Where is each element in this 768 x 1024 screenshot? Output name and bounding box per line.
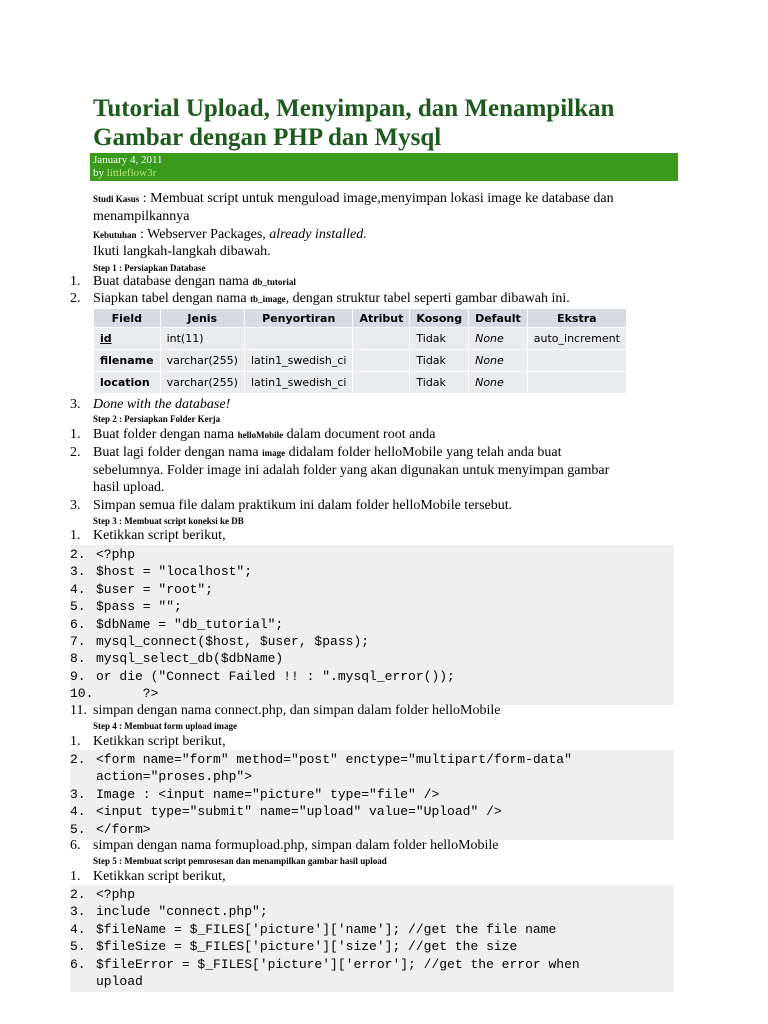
code-text: <?php [96, 887, 136, 902]
kebutuhan-text: : Webserver Packages, [136, 227, 270, 242]
step3-heading: Step 3 : Membuat script koneksi ke DB [93, 516, 244, 526]
kebutuhan-label: Kebutuhan [93, 230, 137, 240]
code-text: action="proses.php"> [96, 769, 253, 785]
code-text: $fileSize = $_FILES['picture']['size']; //get the size [96, 939, 518, 955]
code-text: $fileError = $_FILES['picture']['error']; //get the error when [96, 956, 580, 972]
cell [353, 372, 410, 394]
code-block-connect [70, 545, 674, 705]
list-item [70, 426, 680, 444]
list-text: simpan dengan nama formupload.php, simpan dalam folder helloMobile [93, 838, 499, 853]
cell [527, 372, 626, 394]
studi-kasus-label: Studi Kasus [93, 194, 140, 204]
line-number: 7. [70, 634, 86, 650]
cell: varchar(255) [160, 350, 244, 372]
code-line [70, 685, 674, 702]
table-name: tb_image [250, 294, 286, 304]
line-number: 3. [70, 904, 86, 920]
list-item [70, 837, 680, 854]
code-text: <form name="form" method="post" enctype="multipart/form-data" [96, 752, 572, 767]
list-text: simpan dengan nama connect.php, dan simpan dalam folder helloMobile [93, 703, 501, 718]
col-field: Field [94, 309, 161, 328]
code-text: $fileName = $_FILES['picture']['name']; //get the file name [96, 921, 557, 937]
code-text: $pass = ""; [96, 599, 182, 615]
line-number: 5. [70, 821, 86, 837]
line-number: 9. [70, 668, 86, 684]
post-date: January 4, 2011 [93, 154, 163, 166]
list-item-continuation: sebelumnya. Folder image ini adalah folder yang akan digunakan untuk menyimpan gambar [93, 463, 610, 478]
code-text: upload [96, 974, 143, 990]
code-line [70, 650, 674, 667]
code-text: mysql_select_db($dbName) [96, 651, 284, 667]
folder-name: helloMobile [237, 430, 284, 440]
post-meta-bar [90, 153, 678, 181]
code-line [70, 751, 674, 768]
code-line [70, 938, 674, 955]
col-atribut: Atribut [353, 309, 410, 328]
cell: None [469, 372, 528, 394]
code-text: <?php [96, 547, 136, 562]
line-number: 6. [70, 616, 86, 632]
list-number: 1. [70, 528, 81, 543]
post-byline [93, 167, 678, 180]
line-number: 4. [70, 804, 86, 820]
step5-heading: Step 5 : Membuat script pemrosesan dan menampilkan gambar hasil upload [93, 856, 387, 866]
col-ekstra: Ekstra [527, 309, 626, 328]
col-jenis: Jenis [160, 309, 244, 328]
line-number: 2. [70, 887, 86, 902]
code-line [70, 886, 674, 903]
step1-heading: Step 1 : Persiapkan Database [93, 263, 206, 273]
code-text: Image : <input name="picture" type="file" /> [96, 786, 440, 802]
code-line [70, 668, 674, 685]
list-item [70, 702, 680, 719]
list-item [70, 527, 680, 544]
cell: None [469, 328, 528, 350]
code-text: or die ("Connect Failed !! : ".mysql_error()); [96, 668, 455, 684]
cell: int(11) [160, 328, 244, 350]
list-text: Ketikkan script berikut, [93, 528, 226, 543]
step4-heading: Step 4 : Membuat form upload image [93, 721, 237, 731]
code-block-proses [70, 885, 674, 992]
studi-kasus [93, 190, 678, 225]
table-row [94, 372, 627, 394]
list-text-rest: didalam folder helloMobile yang telah anda buat [285, 445, 562, 460]
list-number: 6. [70, 838, 81, 853]
code-line [70, 803, 674, 820]
cell: Tidak [410, 372, 469, 394]
code-line [70, 973, 674, 990]
code-text: mysql_connect($host, $user, $pass); [96, 634, 370, 650]
folder-name: image [262, 448, 286, 458]
line-number: 8. [70, 651, 86, 667]
line-number: 5. [70, 939, 86, 955]
code-line [70, 581, 674, 598]
cell: latin1_swedish_ci [244, 350, 352, 372]
cell: Tidak [410, 350, 469, 372]
code-line [70, 598, 674, 615]
list-item [70, 444, 680, 462]
by-label: by [93, 167, 104, 179]
kebutuhan [93, 226, 678, 244]
cell: filename [94, 350, 161, 372]
code-text: $user = "root"; [96, 581, 214, 597]
list-number: 1. [70, 734, 81, 749]
code-line [70, 821, 674, 838]
ikuti-text: Ikuti langkah-langkah dibawah. [93, 244, 271, 259]
page-title: Tutorial Upload, Menyimpan, dan Menampilkan Gambar dengan PHP dan Mysql [93, 95, 615, 151]
list-text: Buat database dengan nama [93, 274, 253, 289]
col-default: Default [469, 309, 528, 328]
list-number: 2. [70, 445, 81, 460]
code-text: <input type="submit" name="upload" value="Upload" /> [96, 804, 502, 820]
list-text: Siapkan tabel dengan nama [93, 291, 251, 306]
list-text: Done with the database! [93, 397, 231, 412]
list-item-continuation: hasil upload. [93, 480, 165, 495]
list-text: Ketikkan script berikut, [93, 869, 226, 884]
cell: varchar(255) [160, 372, 244, 394]
kebutuhan-em: already installed. [269, 227, 367, 242]
line-number: 2. [70, 547, 86, 562]
list-item [70, 733, 680, 750]
list-text: Buat lagi folder dengan nama [93, 445, 263, 460]
code-line [70, 768, 674, 785]
list-text: Ketikkan script berikut, [93, 734, 226, 749]
list-text-rest: , dengan struktur tabel seperti gambar dibawah ini. [285, 291, 570, 306]
list-number: 1. [70, 869, 81, 884]
table-header-row [94, 309, 627, 328]
list-number: 2. [70, 291, 81, 306]
list-item [70, 273, 680, 291]
cell [353, 350, 410, 372]
line-number: 5. [70, 599, 86, 615]
author-link[interactable]: littleflow3r [106, 167, 157, 179]
line-number: 2. [70, 752, 86, 767]
cell [244, 328, 352, 350]
cell [353, 328, 410, 350]
cell: Tidak [410, 328, 469, 350]
list-number: 1. [70, 427, 81, 442]
list-number: 1. [70, 274, 81, 289]
list-item [70, 497, 680, 514]
db-structure-table [93, 308, 627, 394]
list-text: Buat folder dengan nama [93, 427, 238, 442]
col-kosong: Kosong [410, 309, 469, 328]
cell: None [469, 350, 528, 372]
code-line [70, 546, 674, 563]
line-number: 4. [70, 921, 86, 937]
cell: id [94, 328, 161, 350]
line-number: 10. [70, 686, 94, 702]
list-item [70, 396, 680, 413]
table-row [94, 350, 627, 372]
list-number: 11. [70, 703, 87, 718]
code-text: $host = "localhost"; [96, 564, 253, 580]
line-number: 3. [70, 564, 86, 580]
code-text: ?> [96, 686, 159, 702]
cell: latin1_swedish_ci [244, 372, 352, 394]
list-item [70, 290, 680, 308]
db-name: db_tutorial [252, 277, 296, 287]
code-line [70, 956, 674, 973]
code-text: </form> [96, 821, 151, 837]
code-line [70, 616, 674, 633]
code-line [70, 786, 674, 803]
studi-kasus-text: : Membuat script untuk menguload image,menyimpan lokasi image ke database dan menampilkannya [93, 191, 614, 224]
line-number: 6. [70, 956, 86, 972]
code-line [70, 921, 674, 938]
cell [527, 350, 626, 372]
list-number: 3. [70, 397, 81, 412]
code-block-form [70, 750, 674, 840]
list-text-rest: dalam document root anda [283, 427, 436, 442]
code-line [70, 903, 674, 920]
code-line [70, 563, 674, 580]
col-penyortiran: Penyortiran [244, 309, 352, 328]
line-number: 4. [70, 581, 86, 597]
table-row [94, 328, 627, 350]
code-line [70, 633, 674, 650]
code-text: include "connect.php"; [96, 904, 268, 920]
step2-heading: Step 2 : Persiapkan Folder Kerja [93, 414, 221, 424]
code-text: $dbName = "db_tutorial"; [96, 616, 284, 632]
list-number: 3. [70, 498, 81, 513]
list-item [70, 868, 680, 885]
list-text: Simpan semua file dalam praktikum ini dalam folder helloMobile tersebut. [93, 498, 513, 513]
cell: location [94, 372, 161, 394]
line-number: 3. [70, 786, 86, 802]
cell: auto_increment [527, 328, 626, 350]
